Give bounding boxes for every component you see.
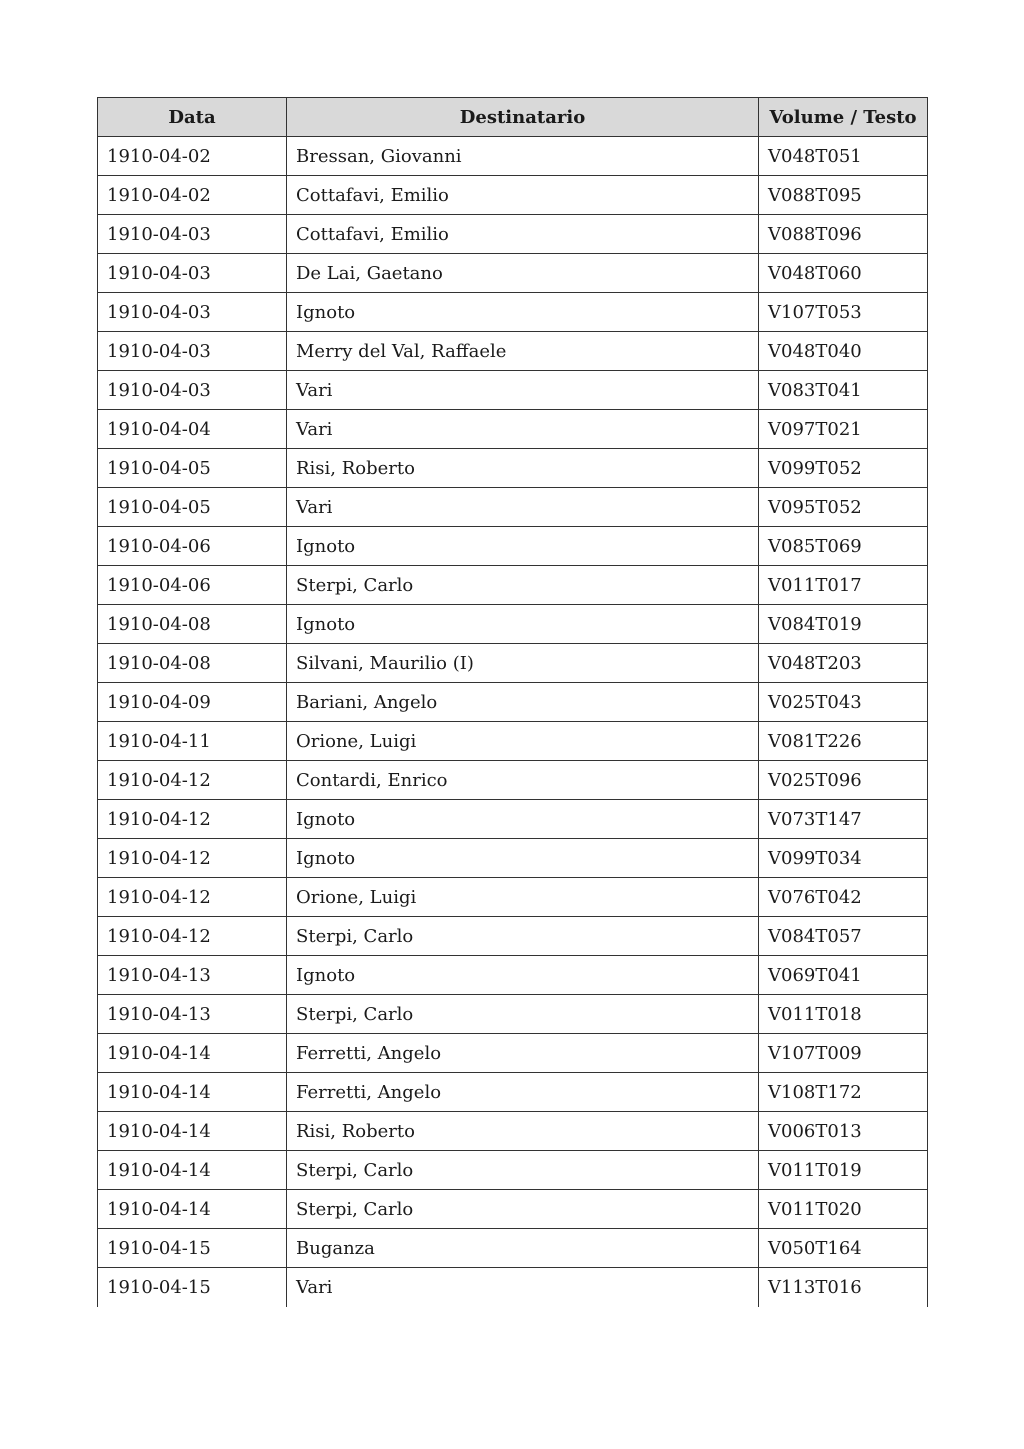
cell-recipient: Sterpi, Carlo	[287, 1151, 759, 1190]
table-row	[98, 137, 928, 176]
cell-volume-text: V011T019	[759, 1151, 928, 1190]
cell-volume-text: V113T016	[759, 1268, 928, 1307]
cell-volume-text: V048T203	[759, 644, 928, 683]
cell-recipient: Risi, Roberto	[287, 1112, 759, 1151]
cell-recipient: Merry del Val, Raffaele	[287, 332, 759, 371]
cell-volume-text: V050T164	[759, 1229, 928, 1268]
cell-date: 1910-04-12	[98, 917, 287, 956]
cell-volume-text: V076T042	[759, 878, 928, 917]
table-row	[98, 956, 928, 995]
table-row	[98, 1073, 928, 1112]
cell-volume-text: V025T043	[759, 683, 928, 722]
cell-volume-text: V048T060	[759, 254, 928, 293]
cell-volume-text: V006T013	[759, 1112, 928, 1151]
table-row	[98, 176, 928, 215]
cell-date: 1910-04-15	[98, 1268, 287, 1307]
cell-date: 1910-04-14	[98, 1112, 287, 1151]
cell-date: 1910-04-15	[98, 1229, 287, 1268]
table-row	[98, 527, 928, 566]
cell-date: 1910-04-03	[98, 332, 287, 371]
cell-recipient: Ignoto	[287, 800, 759, 839]
cell-recipient: Silvani, Maurilio (I)	[287, 644, 759, 683]
cell-volume-text: V083T041	[759, 371, 928, 410]
cell-volume-text: V097T021	[759, 410, 928, 449]
cell-recipient: Ignoto	[287, 605, 759, 644]
cell-date: 1910-04-08	[98, 644, 287, 683]
cell-recipient: Sterpi, Carlo	[287, 1190, 759, 1229]
table-row	[98, 683, 928, 722]
cell-recipient: Bariani, Angelo	[287, 683, 759, 722]
table-row	[98, 605, 928, 644]
table-header-row	[98, 98, 928, 137]
table-row	[98, 254, 928, 293]
cell-date: 1910-04-12	[98, 761, 287, 800]
cell-date: 1910-04-14	[98, 1190, 287, 1229]
table-row	[98, 878, 928, 917]
table-row	[98, 332, 928, 371]
cell-volume-text: V085T069	[759, 527, 928, 566]
cell-volume-text: V011T020	[759, 1190, 928, 1229]
cell-recipient: Vari	[287, 1268, 759, 1307]
cell-volume-text: V011T018	[759, 995, 928, 1034]
table-row	[98, 410, 928, 449]
table-row	[98, 566, 928, 605]
cell-recipient: Orione, Luigi	[287, 722, 759, 761]
cell-date: 1910-04-09	[98, 683, 287, 722]
cell-recipient: Sterpi, Carlo	[287, 917, 759, 956]
table-row	[98, 644, 928, 683]
table-row	[98, 761, 928, 800]
table-body	[98, 137, 928, 1307]
table-row	[98, 1034, 928, 1073]
table-row	[98, 800, 928, 839]
cell-date: 1910-04-14	[98, 1034, 287, 1073]
table-row	[98, 1229, 928, 1268]
cell-recipient: Vari	[287, 371, 759, 410]
cell-date: 1910-04-14	[98, 1073, 287, 1112]
table-row	[98, 917, 928, 956]
cell-recipient: Vari	[287, 488, 759, 527]
cell-date: 1910-04-04	[98, 410, 287, 449]
cell-date: 1910-04-02	[98, 176, 287, 215]
cell-date: 1910-04-13	[98, 995, 287, 1034]
cell-date: 1910-04-02	[98, 137, 287, 176]
cell-volume-text: V099T034	[759, 839, 928, 878]
table-row	[98, 1268, 928, 1307]
cell-volume-text: V095T052	[759, 488, 928, 527]
header-destinatario: Destinatario	[287, 98, 759, 137]
cell-volume-text: V048T040	[759, 332, 928, 371]
cell-volume-text: V073T147	[759, 800, 928, 839]
table-row	[98, 1190, 928, 1229]
cell-recipient: De Lai, Gaetano	[287, 254, 759, 293]
cell-recipient: Vari	[287, 410, 759, 449]
cell-date: 1910-04-05	[98, 488, 287, 527]
cell-date: 1910-04-11	[98, 722, 287, 761]
cell-volume-text: V084T057	[759, 917, 928, 956]
cell-volume-text: V011T017	[759, 566, 928, 605]
cell-recipient: Ferretti, Angelo	[287, 1034, 759, 1073]
table-row	[98, 995, 928, 1034]
cell-date: 1910-04-05	[98, 449, 287, 488]
cell-date: 1910-04-03	[98, 371, 287, 410]
cell-date: 1910-04-06	[98, 527, 287, 566]
letters-table	[97, 97, 928, 1307]
cell-recipient: Bressan, Giovanni	[287, 137, 759, 176]
cell-volume-text: V084T019	[759, 605, 928, 644]
cell-date: 1910-04-14	[98, 1151, 287, 1190]
document-page	[97, 97, 927, 1307]
cell-volume-text: V069T041	[759, 956, 928, 995]
cell-recipient: Risi, Roberto	[287, 449, 759, 488]
cell-date: 1910-04-03	[98, 215, 287, 254]
cell-date: 1910-04-03	[98, 254, 287, 293]
cell-date: 1910-04-08	[98, 605, 287, 644]
cell-volume-text: V107T053	[759, 293, 928, 332]
cell-date: 1910-04-03	[98, 293, 287, 332]
cell-volume-text: V099T052	[759, 449, 928, 488]
cell-recipient: Ignoto	[287, 527, 759, 566]
cell-volume-text: V025T096	[759, 761, 928, 800]
cell-volume-text: V081T226	[759, 722, 928, 761]
cell-date: 1910-04-12	[98, 800, 287, 839]
cell-recipient: Cottafavi, Emilio	[287, 215, 759, 254]
header-volume-testo: Volume / Testo	[759, 98, 928, 137]
cell-date: 1910-04-12	[98, 878, 287, 917]
table-row	[98, 293, 928, 332]
cell-volume-text: V088T096	[759, 215, 928, 254]
table-row	[98, 215, 928, 254]
cell-recipient: Cottafavi, Emilio	[287, 176, 759, 215]
cell-volume-text: V048T051	[759, 137, 928, 176]
cell-volume-text: V107T009	[759, 1034, 928, 1073]
table-row	[98, 1112, 928, 1151]
cell-recipient: Sterpi, Carlo	[287, 995, 759, 1034]
table-row	[98, 449, 928, 488]
cell-date: 1910-04-12	[98, 839, 287, 878]
cell-recipient: Ferretti, Angelo	[287, 1073, 759, 1112]
cell-date: 1910-04-13	[98, 956, 287, 995]
cell-volume-text: V088T095	[759, 176, 928, 215]
cell-recipient: Contardi, Enrico	[287, 761, 759, 800]
table-row	[98, 488, 928, 527]
cell-recipient: Buganza	[287, 1229, 759, 1268]
cell-recipient: Ignoto	[287, 839, 759, 878]
table-row	[98, 371, 928, 410]
cell-date: 1910-04-06	[98, 566, 287, 605]
cell-recipient: Sterpi, Carlo	[287, 566, 759, 605]
table-row	[98, 839, 928, 878]
table-row	[98, 722, 928, 761]
cell-recipient: Ignoto	[287, 293, 759, 332]
header-data: Data	[98, 98, 287, 137]
table-row	[98, 1151, 928, 1190]
cell-volume-text: V108T172	[759, 1073, 928, 1112]
cell-recipient: Orione, Luigi	[287, 878, 759, 917]
cell-recipient: Ignoto	[287, 956, 759, 995]
